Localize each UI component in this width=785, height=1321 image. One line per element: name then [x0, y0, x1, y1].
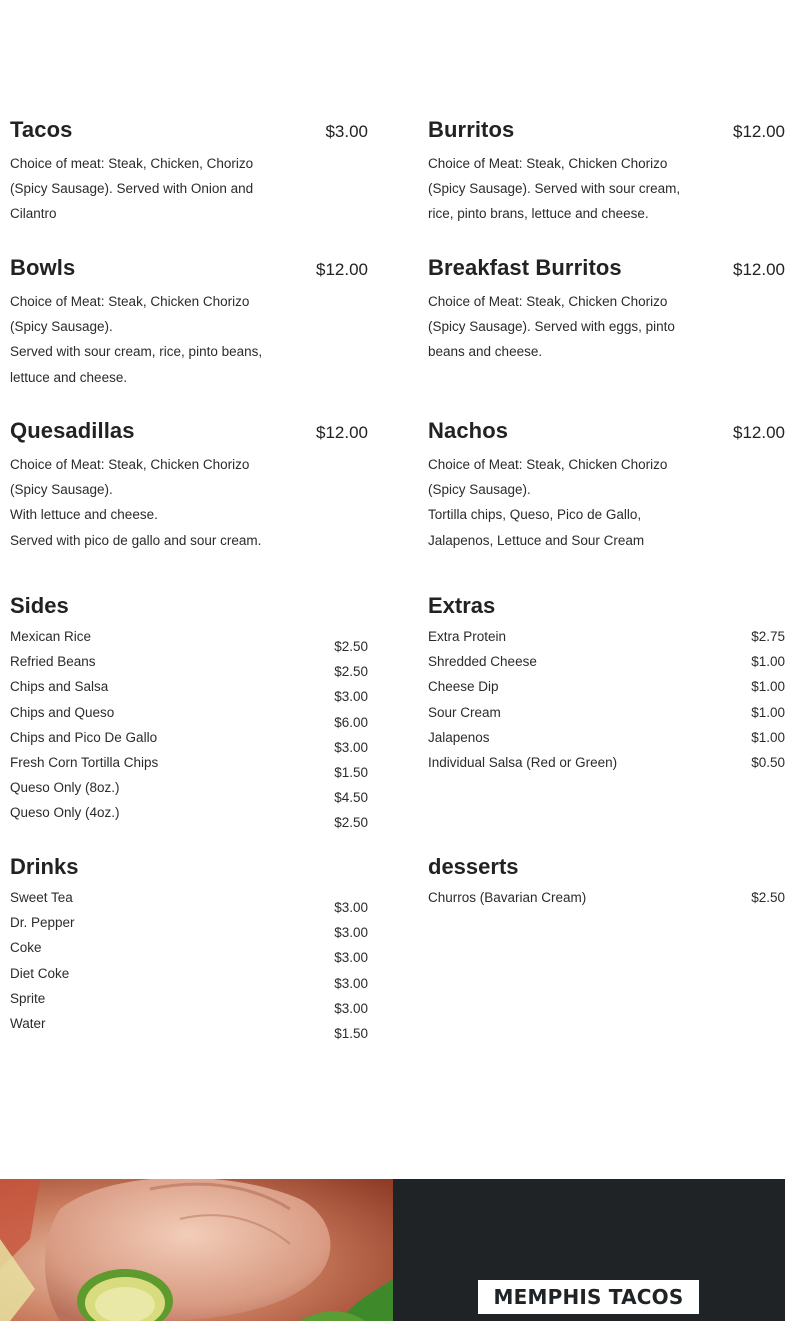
menu-item-tacos — [10, 117, 368, 227]
item-title: Burritos — [428, 117, 515, 142]
list-item-name: Cheese Dip — [428, 679, 499, 695]
description-line: lettuce and cheese. — [10, 369, 128, 385]
item-title: Bowls — [10, 255, 76, 280]
item-description — [10, 151, 280, 227]
description-line: With lettuce and cheese. — [10, 507, 158, 523]
list-item-price: $3.00 — [334, 1000, 368, 1016]
item-prices — [334, 634, 368, 836]
item-names — [10, 624, 158, 826]
list-item-price: $1.50 — [334, 764, 368, 780]
menu-item-breakfast-burritos — [428, 255, 785, 365]
description-line: (Spicy Sausage). — [428, 482, 531, 498]
list-item-name: Sour Cream — [428, 704, 501, 720]
section-title: Extras — [428, 593, 496, 618]
item-description — [10, 289, 280, 390]
item-price: $12.00 — [733, 260, 785, 279]
list-item-price: $3.00 — [334, 925, 368, 941]
item-prices — [751, 624, 785, 775]
food-photo — [0, 1179, 393, 1321]
description-line: Choice of Meat: Steak, Chicken Chorizo — [10, 457, 250, 472]
description-line: Served with pico de gallo and sour cream. — [10, 532, 262, 548]
menu-item-quesadillas — [10, 418, 368, 553]
description-line: (Spicy Sausage). Served with sour cream, — [428, 181, 681, 197]
description-line: Jalapenos, Lettuce and Sour Cream — [428, 532, 645, 548]
list-item-price: $1.00 — [751, 729, 785, 745]
list-item-name: Chips and Pico De Gallo — [10, 729, 158, 745]
description-line: rice, pinto brans, lettuce and cheese. — [428, 206, 649, 222]
list-item-name: Mexican Rice — [10, 629, 92, 644]
list-item-name: Jalapenos — [428, 729, 490, 745]
item-description — [428, 452, 698, 553]
menu-item-nachos — [428, 418, 785, 553]
list-item-price: $3.00 — [334, 950, 368, 966]
brand-panel — [393, 1179, 785, 1321]
list-item-price: $3.00 — [334, 689, 368, 705]
list-item-price: $2.50 — [334, 639, 368, 654]
item-description — [428, 289, 698, 365]
lime-squeeze-illustration — [0, 1179, 393, 1321]
extras-section — [428, 591, 785, 781]
description-line: Tortilla chips, Queso, Pico de Gallo, — [428, 507, 642, 523]
list-item-name: Queso Only (4oz.) — [10, 805, 120, 821]
item-names — [10, 885, 75, 1036]
brand-name: MEMPHIS TACOS — [493, 1285, 684, 1309]
menu-item-burritos — [428, 117, 785, 227]
description-line: Choice of meat: Steak, Chicken, Chorizo — [10, 156, 254, 171]
list-item-name: Churros (Bavarian Cream) — [428, 890, 587, 905]
item-names — [428, 885, 586, 910]
item-description — [10, 452, 280, 553]
description-line: (Spicy Sausage). Served with eggs, pinto — [428, 319, 675, 335]
list-item-name: Extra Protein — [428, 629, 507, 644]
list-item-name: Dr. Pepper — [10, 915, 75, 931]
list-item-price: $3.00 — [334, 975, 368, 991]
list-item-name: Shredded Cheese — [428, 654, 537, 670]
list-item-name: Individual Salsa (Red or Green) — [428, 754, 618, 770]
list-item-name: Sprite — [10, 990, 46, 1006]
list-item-price: $2.75 — [751, 629, 785, 644]
list-item-price: $1.50 — [334, 1025, 368, 1041]
brand-logo-box — [478, 1280, 699, 1314]
list-item-name: Coke — [10, 940, 42, 956]
item-prices — [334, 895, 368, 1046]
description-line: Choice of Meat: Steak, Chicken Chorizo — [10, 294, 250, 309]
list-item-name: Queso Only (8oz.) — [10, 780, 120, 796]
description-line: (Spicy Sausage). — [10, 482, 113, 498]
list-item-price: $2.50 — [334, 664, 368, 680]
description-line: Cilantro — [10, 206, 57, 222]
item-title: Tacos — [10, 117, 73, 142]
item-price: $12.00 — [733, 122, 785, 141]
item-price: $12.00 — [733, 423, 785, 442]
list-item-name: Sweet Tea — [10, 890, 73, 905]
drinks-section — [10, 852, 368, 1047]
section-title: desserts — [428, 854, 519, 879]
list-item-name: Chips and Salsa — [10, 679, 109, 695]
list-item-price: $1.00 — [751, 679, 785, 695]
list-item-name: Refried Beans — [10, 654, 96, 670]
item-prices — [751, 885, 785, 910]
sides-section — [10, 591, 368, 836]
list-item-price: $3.00 — [334, 900, 368, 915]
list-item-price: $3.00 — [334, 739, 368, 755]
list-item-name: Water — [10, 1015, 46, 1031]
section-title: Drinks — [10, 854, 79, 879]
list-item-name: Chips and Queso — [10, 704, 115, 720]
menu-item-bowls — [10, 255, 368, 390]
item-price: $12.00 — [316, 260, 368, 279]
description-line: Choice of Meat: Steak, Chicken Chorizo — [428, 156, 668, 171]
item-names — [428, 624, 617, 775]
list-item-price: $0.50 — [751, 754, 785, 770]
description-line: Choice of Meat: Steak, Chicken Chorizo — [428, 294, 668, 309]
list-item-price: $1.00 — [751, 704, 785, 720]
desserts-section — [428, 852, 785, 922]
description-line: Choice of Meat: Steak, Chicken Chorizo — [428, 457, 668, 472]
item-title: Quesadillas — [10, 418, 135, 443]
item-price: $12.00 — [316, 423, 368, 442]
list-item-price: $4.50 — [334, 790, 368, 806]
section-title: Sides — [10, 593, 69, 618]
description-line: (Spicy Sausage). Served with Onion and — [10, 181, 254, 197]
list-item-price: $2.50 — [751, 890, 785, 905]
list-item-name: Diet Coke — [10, 965, 70, 981]
description-line: Served with sour cream, rice, pinto beans, — [10, 344, 263, 360]
list-item-name: Fresh Corn Tortilla Chips — [10, 754, 159, 770]
description-line: beans and cheese. — [428, 344, 543, 360]
item-price: $3.00 — [325, 122, 368, 141]
item-title: Breakfast Burritos — [428, 255, 622, 280]
description-line: (Spicy Sausage). — [10, 319, 113, 335]
list-item-price: $6.00 — [334, 714, 368, 730]
list-item-price: $1.00 — [751, 654, 785, 670]
item-description — [428, 151, 698, 227]
list-item-price: $2.50 — [334, 815, 368, 831]
item-title: Nachos — [428, 418, 509, 443]
